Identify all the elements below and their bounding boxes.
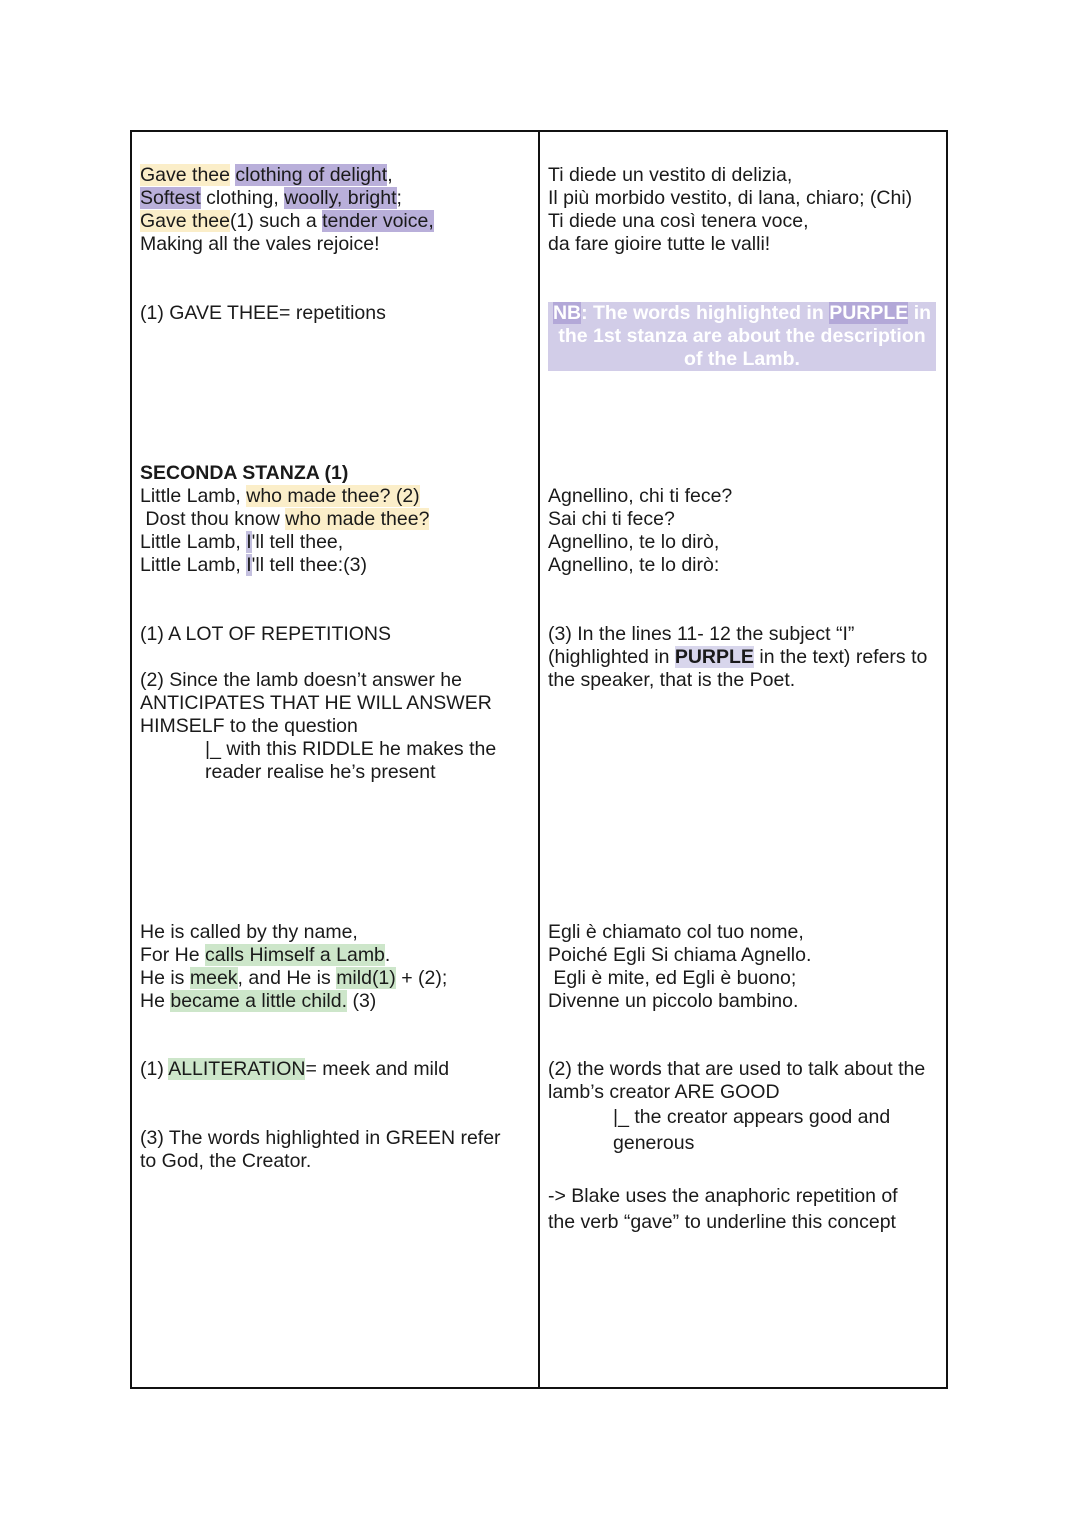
poem-line: Making all the vales rejoice! <box>140 233 380 255</box>
translation-line: da fare gioire tutte le valli! <box>548 233 771 255</box>
stanza1-italian <box>548 164 912 256</box>
stanza2-italian <box>548 485 732 577</box>
poem-line: Dost thou know who made thee? <box>140 508 430 530</box>
translation-line: Agnellino, chi ti fece? <box>548 485 733 507</box>
translation-line: Agnellino, te lo dirò, <box>548 531 720 553</box>
poem-line: Little Lamb, I'll tell thee:(3) <box>140 554 368 576</box>
stanza3-italian <box>548 921 811 1013</box>
column-divider <box>538 130 540 1389</box>
translation-line: Il più morbido vestito, di lana, chiaro; (Chi) <box>548 187 913 209</box>
translation-line: Agnellino, te lo dirò: <box>548 554 720 576</box>
poem-line: Gave thee clothing of delight, <box>140 164 393 186</box>
translation-line: Sai chi ti fece? <box>548 508 675 530</box>
section-heading: SECONDA STANZA (1) <box>140 462 349 484</box>
translation-line: Ti diede un vestito di delizia, <box>548 164 793 186</box>
poem-line: Little Lamb, I'll tell thee, <box>140 531 344 553</box>
stanza2-note2: (2) Since the lamb doesn’t answer he ANTICIPATES THAT HE WILL ANSWER HIMSELF to the question |_ with this RIDDLE he makes the reader realise he’s present <box>140 669 497 783</box>
blake-note: -> Blake uses the anaphoric repetition of the verb “gave” to underline this concept <box>548 1185 898 1233</box>
nb-note: NB: The words highlighted in PURPLE in the 1st stanza are about the description of the Lamb. <box>548 302 936 371</box>
stanza2-english <box>140 462 429 577</box>
translation-line: Egli è mite, ed Egli è buono; <box>548 967 797 989</box>
poem-line: Softest clothing, woolly, bright; <box>140 187 402 209</box>
poem-line: He is meek, and He is mild(1) + (2); <box>140 967 448 989</box>
poem-line: He became a little child. (3) <box>140 990 377 1012</box>
translation-line: Divenne un piccolo bambino. <box>548 990 799 1012</box>
poem-line: He is called by thy name, <box>140 921 358 943</box>
poem-line: Gave thee(1) such a tender voice, <box>140 210 434 232</box>
stanza1-note1: (1) GAVE THEE= repetitions <box>140 302 386 324</box>
poem-line: Little Lamb, who made thee? (2) <box>140 485 420 507</box>
translation-line: Poiché Egli Si chiama Agnello. <box>548 944 812 966</box>
translation-line: Ti diede una così tenera voce, <box>548 210 809 232</box>
stanza2-note1: (1) A LOT OF REPETITIONS <box>140 623 392 645</box>
stanza1-english <box>140 164 434 256</box>
stanza3-note3: (3) The words highlighted in GREEN refer to God, the Creator. <box>140 1127 501 1172</box>
poem-line: For He calls Himself a Lamb. <box>140 944 391 966</box>
translation-line: Egli è chiamato col tuo nome, <box>548 921 804 943</box>
stanza3-note2: (2) the words that are used to talk about the lamb’s creator ARE GOOD |_ the creator appears good and generous <box>548 1058 926 1154</box>
stanza3-english <box>140 921 447 1013</box>
stanza2-note3: (3) In the lines 11- 12 the subject “I” (highlighted in PURPLE in the text) refers to the speaker, that is the Poet. <box>548 623 928 691</box>
stanza3-note1: (1) ALLITERATION= meek and mild <box>140 1058 450 1080</box>
